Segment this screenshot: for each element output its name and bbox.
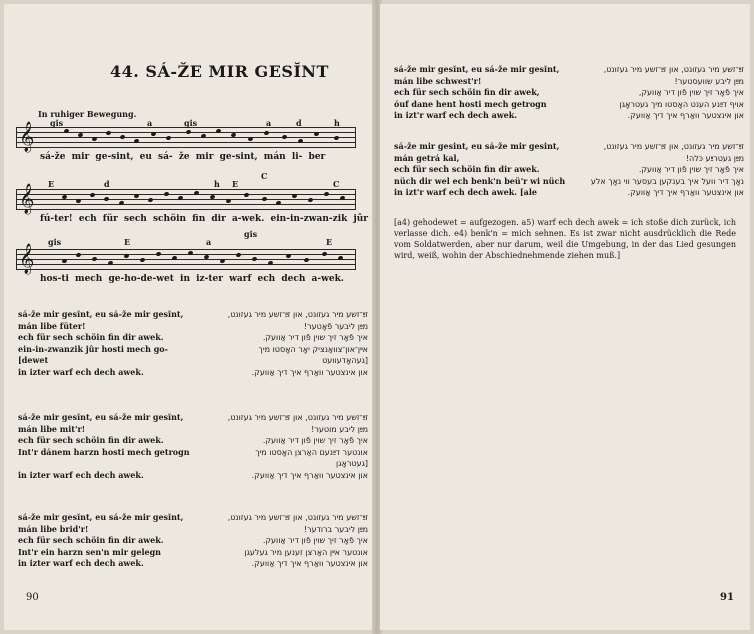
verse-line: [18, 355, 368, 367]
verse-line: [18, 558, 368, 570]
right-page: [380, 4, 750, 630]
transliteration-text: sá-že mir gesĭnt, eu sá-že mir gesĭnt,: [394, 64, 560, 74]
transliteration-text: ein-in-zwanzik jûr hosti mech go-: [18, 343, 168, 354]
yiddish-text: מײַן געטרײַע כּלה!: [685, 153, 744, 163]
yiddish-text: [געהאָדעוועט: [322, 356, 368, 365]
verse-line: [18, 412, 368, 424]
verse-line: [18, 512, 368, 524]
stanza-3: [18, 512, 368, 570]
transliteration-text: mán libe brid'r!: [18, 523, 89, 534]
chord-label: d: [296, 118, 302, 128]
transliteration-text: Int'r ein harzn sen'n mir gelegn: [18, 546, 161, 557]
yiddish-text: זײַ־זשע מיר געזונט, און זײַ־זשע מיר געזונט,: [227, 513, 368, 522]
transliteration-text: ech für sech schöin fin dir awek,: [394, 87, 540, 97]
verse-line: [394, 141, 744, 153]
footnotes: [a4) gehodewet = aufgezogen. a5) warf ech dech awek = ich stoße dich zurück, ich verlasse dich. e4) benk'n = mich sehnen. Es ist zwar nicht ausdrücklich die Rede vom Soldatwerden, aber nur darum, weil die Umgebung, in der das Lied gesungen wird, weiß, wohin der Abschiednehmende ziehen muß.]: [394, 218, 736, 260]
transliteration-text: sá-že mir gesĭnt, eu sá-že mir gesĭnt,: [18, 512, 184, 522]
verse-line: [18, 470, 368, 482]
yiddish-text: זײַ־זשע מיר געזונט, און זײַ־זשע מיר געזונט,: [603, 65, 744, 74]
treble-clef-icon: 𝄞: [19, 244, 35, 274]
chord-label: gis: [244, 229, 258, 239]
yiddish-text: מײַן ליבע שוועסטער!: [674, 76, 744, 86]
yiddish-text: מײַן ליבער ברודער!: [303, 524, 368, 534]
verse-line: [18, 367, 368, 379]
verse-line: [394, 87, 744, 99]
transliteration-text: sá-že mir gesĭnt, eu sá-že mir gesĭnt,: [18, 412, 184, 422]
left-page: [4, 4, 374, 630]
page-number: 91: [720, 592, 734, 603]
verse-line: [394, 99, 744, 111]
tempo-marking: In ruhiger Bewegung.: [38, 109, 137, 119]
transliteration-text: Int'r dánem harzn hosti mech getrogn: [18, 446, 190, 457]
yiddish-text: און אינצטער וואַרף איך דיך אַוועק.: [627, 188, 744, 197]
chord-label: E: [48, 179, 55, 189]
yiddish-text: און אינצטער וואַרף איך דיך אַוועק.: [251, 559, 368, 568]
transliteration-text: ech für sech schöin fin dir awek.: [18, 435, 164, 445]
verse-line: [394, 110, 744, 122]
verse-line: [394, 64, 744, 76]
transliteration-text: ech für sech schöin fin dir awek.: [394, 164, 540, 174]
verse-line: [18, 458, 368, 470]
transliteration-text: nüch dir wel ech benk'n beü'r wi nüch: [394, 175, 566, 186]
verse-line: [394, 187, 744, 199]
verse-line: [18, 344, 368, 356]
yiddish-text: איך פֿאָר זיך שוין פֿון דיר אַוועק.: [262, 436, 368, 445]
verse-line: [18, 447, 368, 459]
yiddish-text: איך פֿאָר זיך שוין פֿון דיר אַוועק.: [262, 536, 368, 545]
chord-label: gis: [184, 118, 198, 128]
transliteration-text: mán libe füter!: [18, 320, 86, 331]
chord-label: a: [206, 237, 212, 247]
song-title: 44. SÁ-ŽE MIR GESĬNT: [110, 62, 329, 81]
yiddish-text: [געטראָגן: [336, 459, 368, 468]
yiddish-text: און אינצטער וואַרף איך דיך אַוועק.: [251, 367, 368, 377]
verse-line: [18, 524, 368, 536]
yiddish-text: אײן־און־צוואַנציק יאָר האָסטו מיך: [258, 344, 368, 354]
verse-line: [18, 309, 368, 321]
stanza-5: [394, 141, 744, 199]
yiddish-text: אונטער אײן האַרצן זענען מיר געלעגן: [244, 547, 368, 557]
yiddish-text: איך פֿאָר זיך שוין פֿון דיר אַוועק.: [262, 333, 368, 342]
treble-clef-icon: 𝄞: [19, 122, 35, 152]
yiddish-text: נאָך דיר וועל איך בענקען בעסער ווי נאָך אלע: [590, 176, 744, 186]
chord-label: gis: [48, 237, 62, 247]
verse-line: [394, 76, 744, 88]
transliteration-text: mán getrá kal,: [394, 152, 460, 163]
chord-label: E: [232, 179, 239, 189]
lyric-line: fú-ter! ech für sech schöin fin dir a-wek. ein-in-zwan-zik jûr: [40, 214, 369, 224]
verse-line: [18, 424, 368, 436]
transliteration-text: mán libe schwest'r!: [394, 75, 482, 86]
music-staff: [16, 184, 356, 214]
yiddish-text: זײַ־זשע מיר געזונט, און זײַ־זשע מיר געזונט,: [603, 142, 744, 151]
treble-clef-icon: 𝄞: [19, 184, 35, 214]
yiddish-text: זײַ־זשע מיר געזונט, און זײַ־זשע מיר געזונט,: [227, 413, 368, 422]
lyric-line: sá-že mir ge-sint, eu sá- že mir ge-sint, mán li- ber: [40, 152, 326, 162]
chord-label: h: [214, 179, 220, 189]
yiddish-text: און אינצטער וואַרף איך דיך אַוועק.: [627, 111, 744, 120]
chord-label: h: [334, 118, 340, 128]
transliteration-text: ech für sech schöin fin dir awek.: [18, 535, 164, 545]
verse-line: [18, 547, 368, 559]
yiddish-text: אויף דײַנע הענט האָסטו מיך געטראָגן: [619, 99, 744, 109]
yiddish-text: און אינצטער וואַרף איך דיך אַוועק.: [251, 470, 368, 480]
transliteration-text: sá-že mir gesĭnt, eu sá-že mir gesĭnt,: [18, 309, 184, 319]
verse-line: [394, 153, 744, 165]
stanza-2: [18, 412, 368, 481]
verse-line: [18, 332, 368, 344]
chord-label: E: [326, 237, 333, 247]
verse-line: [18, 321, 368, 333]
transliteration-text: in izter warf ech dech awek.: [18, 366, 144, 377]
transliteration-text: [dewet: [18, 355, 49, 365]
yiddish-text: אונטער דײַנעם האַרצן האָסטו מיך: [255, 447, 368, 457]
chord-label: C: [333, 179, 340, 189]
chord-label: a: [266, 118, 272, 128]
transliteration-text: in izt'r warf ech dech awek. [ale: [394, 187, 537, 197]
transliteration-text: sá-že mir gesint, eu sá-že mir gesint,: [394, 141, 560, 151]
yiddish-text: איך פֿאָר זיך שוין פֿון דיר אַוועק.: [638, 165, 744, 174]
yiddish-text: מײַן ליבער פֿאָטער!: [303, 321, 368, 331]
chord-label: gis: [50, 118, 64, 128]
stanza-1: [18, 309, 368, 378]
transliteration-text: in izter warf ech dech awek.: [18, 558, 144, 568]
chord-label: C: [261, 171, 268, 181]
yiddish-text: מײַן ליבע מוטער!: [311, 424, 368, 434]
verse-line: [394, 164, 744, 176]
chord-label: d: [104, 179, 110, 189]
yiddish-text: איך פֿאָר זיך שוין פֿון דיר אַוועק,: [638, 88, 744, 97]
page-number: 90: [26, 592, 39, 603]
transliteration-text: in izter warf ech dech awek.: [18, 469, 144, 480]
transliteration-text: mán libe mit'r!: [18, 423, 86, 434]
transliteration-text: in izt'r warf ech dech awek.: [394, 110, 518, 120]
lyric-line: hos-ti mech ge-ho-de-wet in iz-ter warf ech dech a-wek.: [40, 274, 344, 284]
verse-line: [18, 435, 368, 447]
transliteration-text: ech für sech schöin fin dir awek.: [18, 332, 164, 342]
chord-label: a: [147, 118, 153, 128]
yiddish-text: זײַ־זשע מיר געזונט, און זײַ־זשע מיר געזונט,: [227, 310, 368, 319]
stanza-4: [394, 64, 744, 122]
verse-line: [394, 176, 744, 188]
chord-label: E: [124, 237, 131, 247]
verse-line: [18, 535, 368, 547]
transliteration-text: óuf dane hent hosti mech getrogn: [394, 98, 547, 109]
